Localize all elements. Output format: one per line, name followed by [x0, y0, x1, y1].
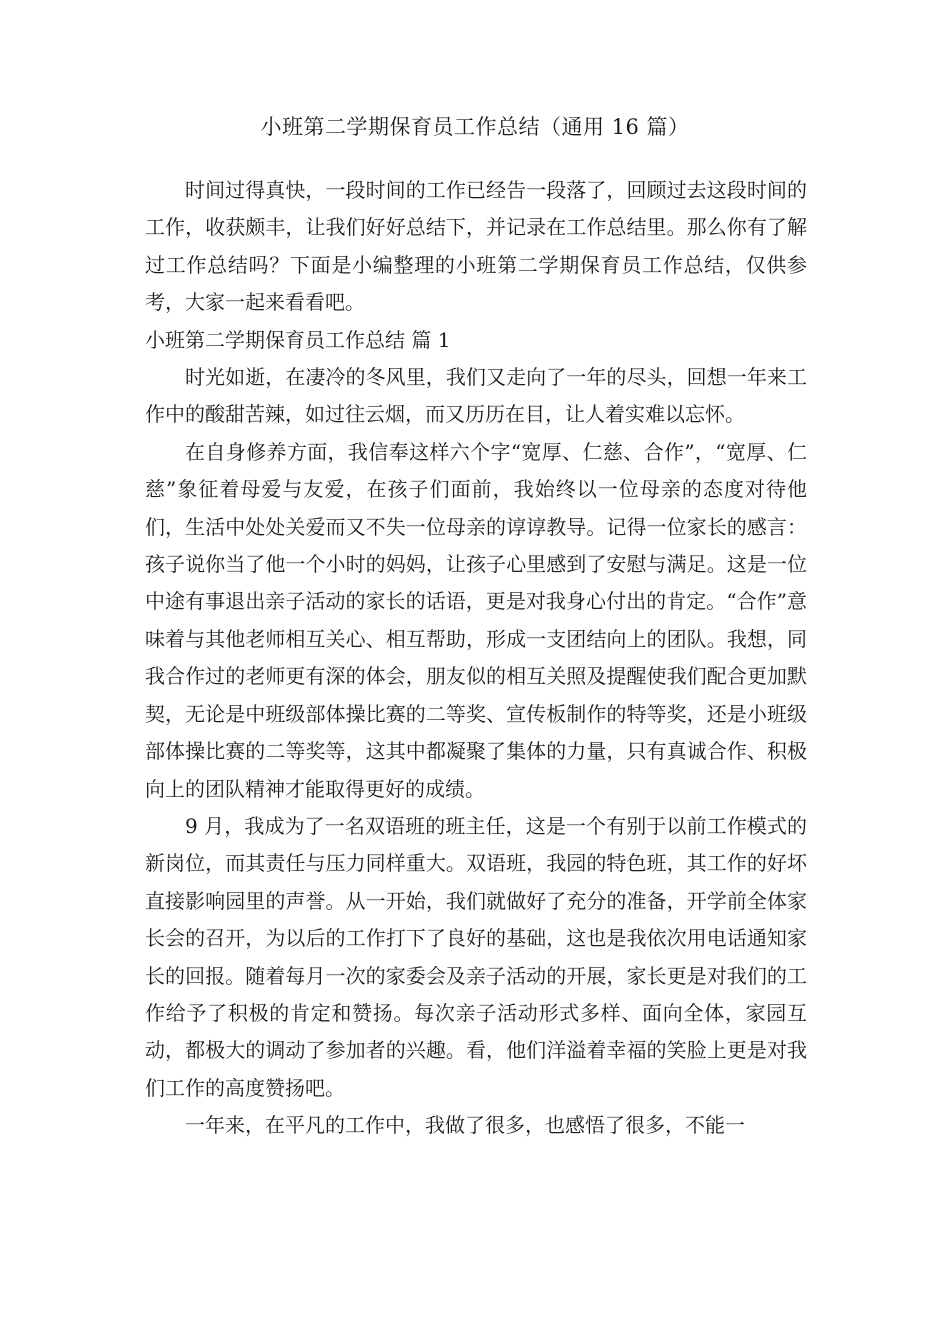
document-body — [145, 172, 807, 1145]
body-paragraph: 在自身修养方面，我信奉这样六个字“宽厚、仁慈、合作”，“宽厚、仁慈”象征着母爱与友爱，在孩子们面前，我始终以一位母亲的态度对待他们，生活中处处关爱而又不失一位母亲的谆谆教导。记得一位家长的感言：孩子说你当了他一个小时的妈妈，让孩子心里感到了安慰与满足。这是一位中途有事退出亲子活动的家长的话语，更是对我身心付出的肯定。“合作”意味着与其他老师相互关心、相互帮助，形成一支团结向上的团队。我想，同我合作过的老师更有深的体会，朋友似的相互关照及提醒使我们配合更加默契，无论是中班级部体操比赛的二等奖、宣传板制作的特等奖，还是小班级部体操比赛的二等奖等，这其中都凝聚了集体的力量，只有真诚合作、积极向上的团队精神才能取得更好的成绩。 — [145, 439, 807, 801]
body-paragraph: 一年来，在平凡的工作中，我做了很多，也感悟了很多，不能一 — [185, 1113, 745, 1138]
intro-paragraph: 时间过得真快，一段时间的工作已经告一段落了，回顾过去这段时间的工作，收获颇丰，让我们好好总结下，并记录在工作总结里。那么你有了解过工作总结吗？下面是小编整理的小班第二学期保育员工作总结，仅供参考，大家一起来看看吧。 — [145, 178, 807, 315]
body-paragraph: 时光如逝，在凄冷的冬风里，我们又走向了一年的尽头，回想一年来工作中的酸甜苦辣，如过往云烟，而又历历在目，让人着实难以忘怀。 — [145, 365, 807, 427]
body-paragraph: 9 月，我成为了一名双语班的班主任，这是一个有别于以前工作模式的新岗位，而其责任与压力同样重大。双语班，我园的特色班，其工作的好坏直接影响园里的声誉。从一开始，我们就做好了充分的准备，开学前全体家长会的召开，为以后的工作打下了良好的基础，这也是我依次用电话通知家长的回报。随着每月一次的家委会及亲子活动的开展，家长更是对我们的工作给予了积极的肯定和赞扬。每次亲子活动形式多样、面向全体，家园互动，都极大的调动了参加者的兴趣。看，他们洋溢着幸福的笑脸上更是对我们工作的高度赞扬吧。 — [145, 813, 807, 1100]
section-heading: 小班第二学期保育员工作总结 篇 1 — [145, 327, 451, 352]
document-title: 小班第二学期保育员工作总结（通用 16 篇） — [260, 115, 690, 139]
